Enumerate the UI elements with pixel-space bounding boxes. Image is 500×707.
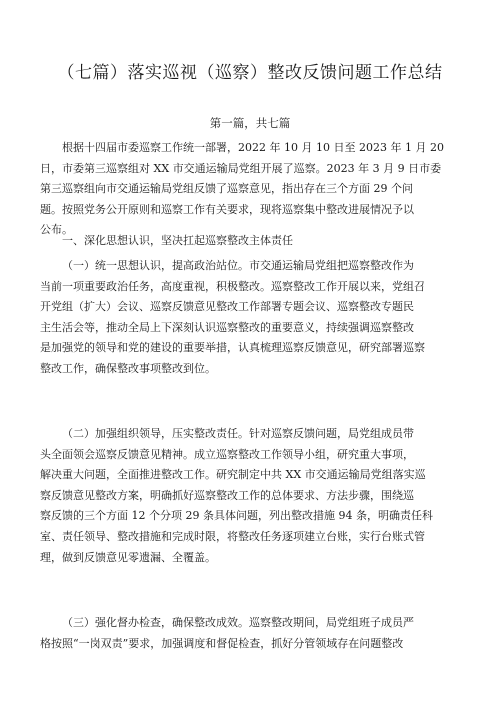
text-line: 解决重大问题，全面推进整改工作。研究制定中共 XX 市交通运输局党组落实巡 xyxy=(40,468,426,482)
text-line: 题。按照党务公开原则和巡察工作有关要求，现将巡察集中整改进展情况予以 xyxy=(40,202,414,216)
text-line: 日，市委第三巡察组对 XX 市交通运输局党组开展了巡察。2023 年 3 月 9 日市委 xyxy=(40,161,442,175)
text-line: 察反馈意见整改方案，明确抓好巡察整改工作的总体要求、方法步骤，围绕巡 xyxy=(40,488,414,502)
text-line: 第三巡察组向市交通运输局党组反馈了巡察意见，指出存在三个方面 29 个问 xyxy=(40,182,413,196)
text-line: 察反馈的三个方面 12 个分项 29 条具体问题，列出整改措施 94 条，明确责任科 xyxy=(40,509,433,523)
text-line: 根据十四届市委巡察工作统一部署，2022 年 10 月 10 日至 2023 年 1 月 20 xyxy=(62,141,444,154)
text-line: 主生活会等，推动全局上下深刻认识巡察整改的重要意义，持续强调巡察整改 xyxy=(40,320,414,334)
text-line: （二）加强组织领导，压实整改责任。针对巡察反馈问题，局党组成员带 xyxy=(62,427,414,440)
text-line: 头全面领会巡察反馈意见精神。成立巡察整改工作领导小组，研究重大事项， xyxy=(40,447,414,461)
paragraph-two xyxy=(40,424,460,568)
document-title: （七篇）落实巡视（巡察）整改反馈问题工作总结 xyxy=(57,63,443,83)
text-line: 格按照“一岗双责”要求，加强调度和督促检查，抓好分管领域存在问题整改 xyxy=(40,636,404,650)
text-line: 开党组（扩大）会议、巡察反馈意见整改工作部署专题会议、巡察整改专题民 xyxy=(40,300,414,314)
text-line: 当前一项重要政治任务，高度重视，积极整改。巡察整改工作开展以来，党组召 xyxy=(40,279,425,293)
text-line: 室、责任领导、整改措施和完成时限，将整改任务逐项建立台账，实行台账式管 xyxy=(40,529,425,543)
paragraph-three xyxy=(40,613,460,654)
intro-paragraph xyxy=(40,138,460,241)
text-line: （三）强化督办检查，确保整改成效。巡察整改期间，局党组班子成员严 xyxy=(62,616,414,629)
paragraph-one xyxy=(40,256,460,380)
section-heading: 第一篇，共七篇 xyxy=(209,116,291,130)
heading-one: 一、深化思想认识，坚决扛起巡察整改主体责任 xyxy=(62,234,293,247)
text-line: （一）统一思想认识，提高政治站位。市交通运输局党组把巡察整改作为 xyxy=(62,259,414,272)
text-line: 公布。 xyxy=(40,223,73,237)
text-line: 是加强党的领导和党的建设的重要举措，认真梳理巡察反馈意见，研究部署巡察 xyxy=(40,341,425,355)
text-line: 整改工作，确保整改事项整改到位。 xyxy=(40,361,216,375)
text-line: 理，做到反馈意见零遗漏、全覆盖。 xyxy=(40,550,216,564)
